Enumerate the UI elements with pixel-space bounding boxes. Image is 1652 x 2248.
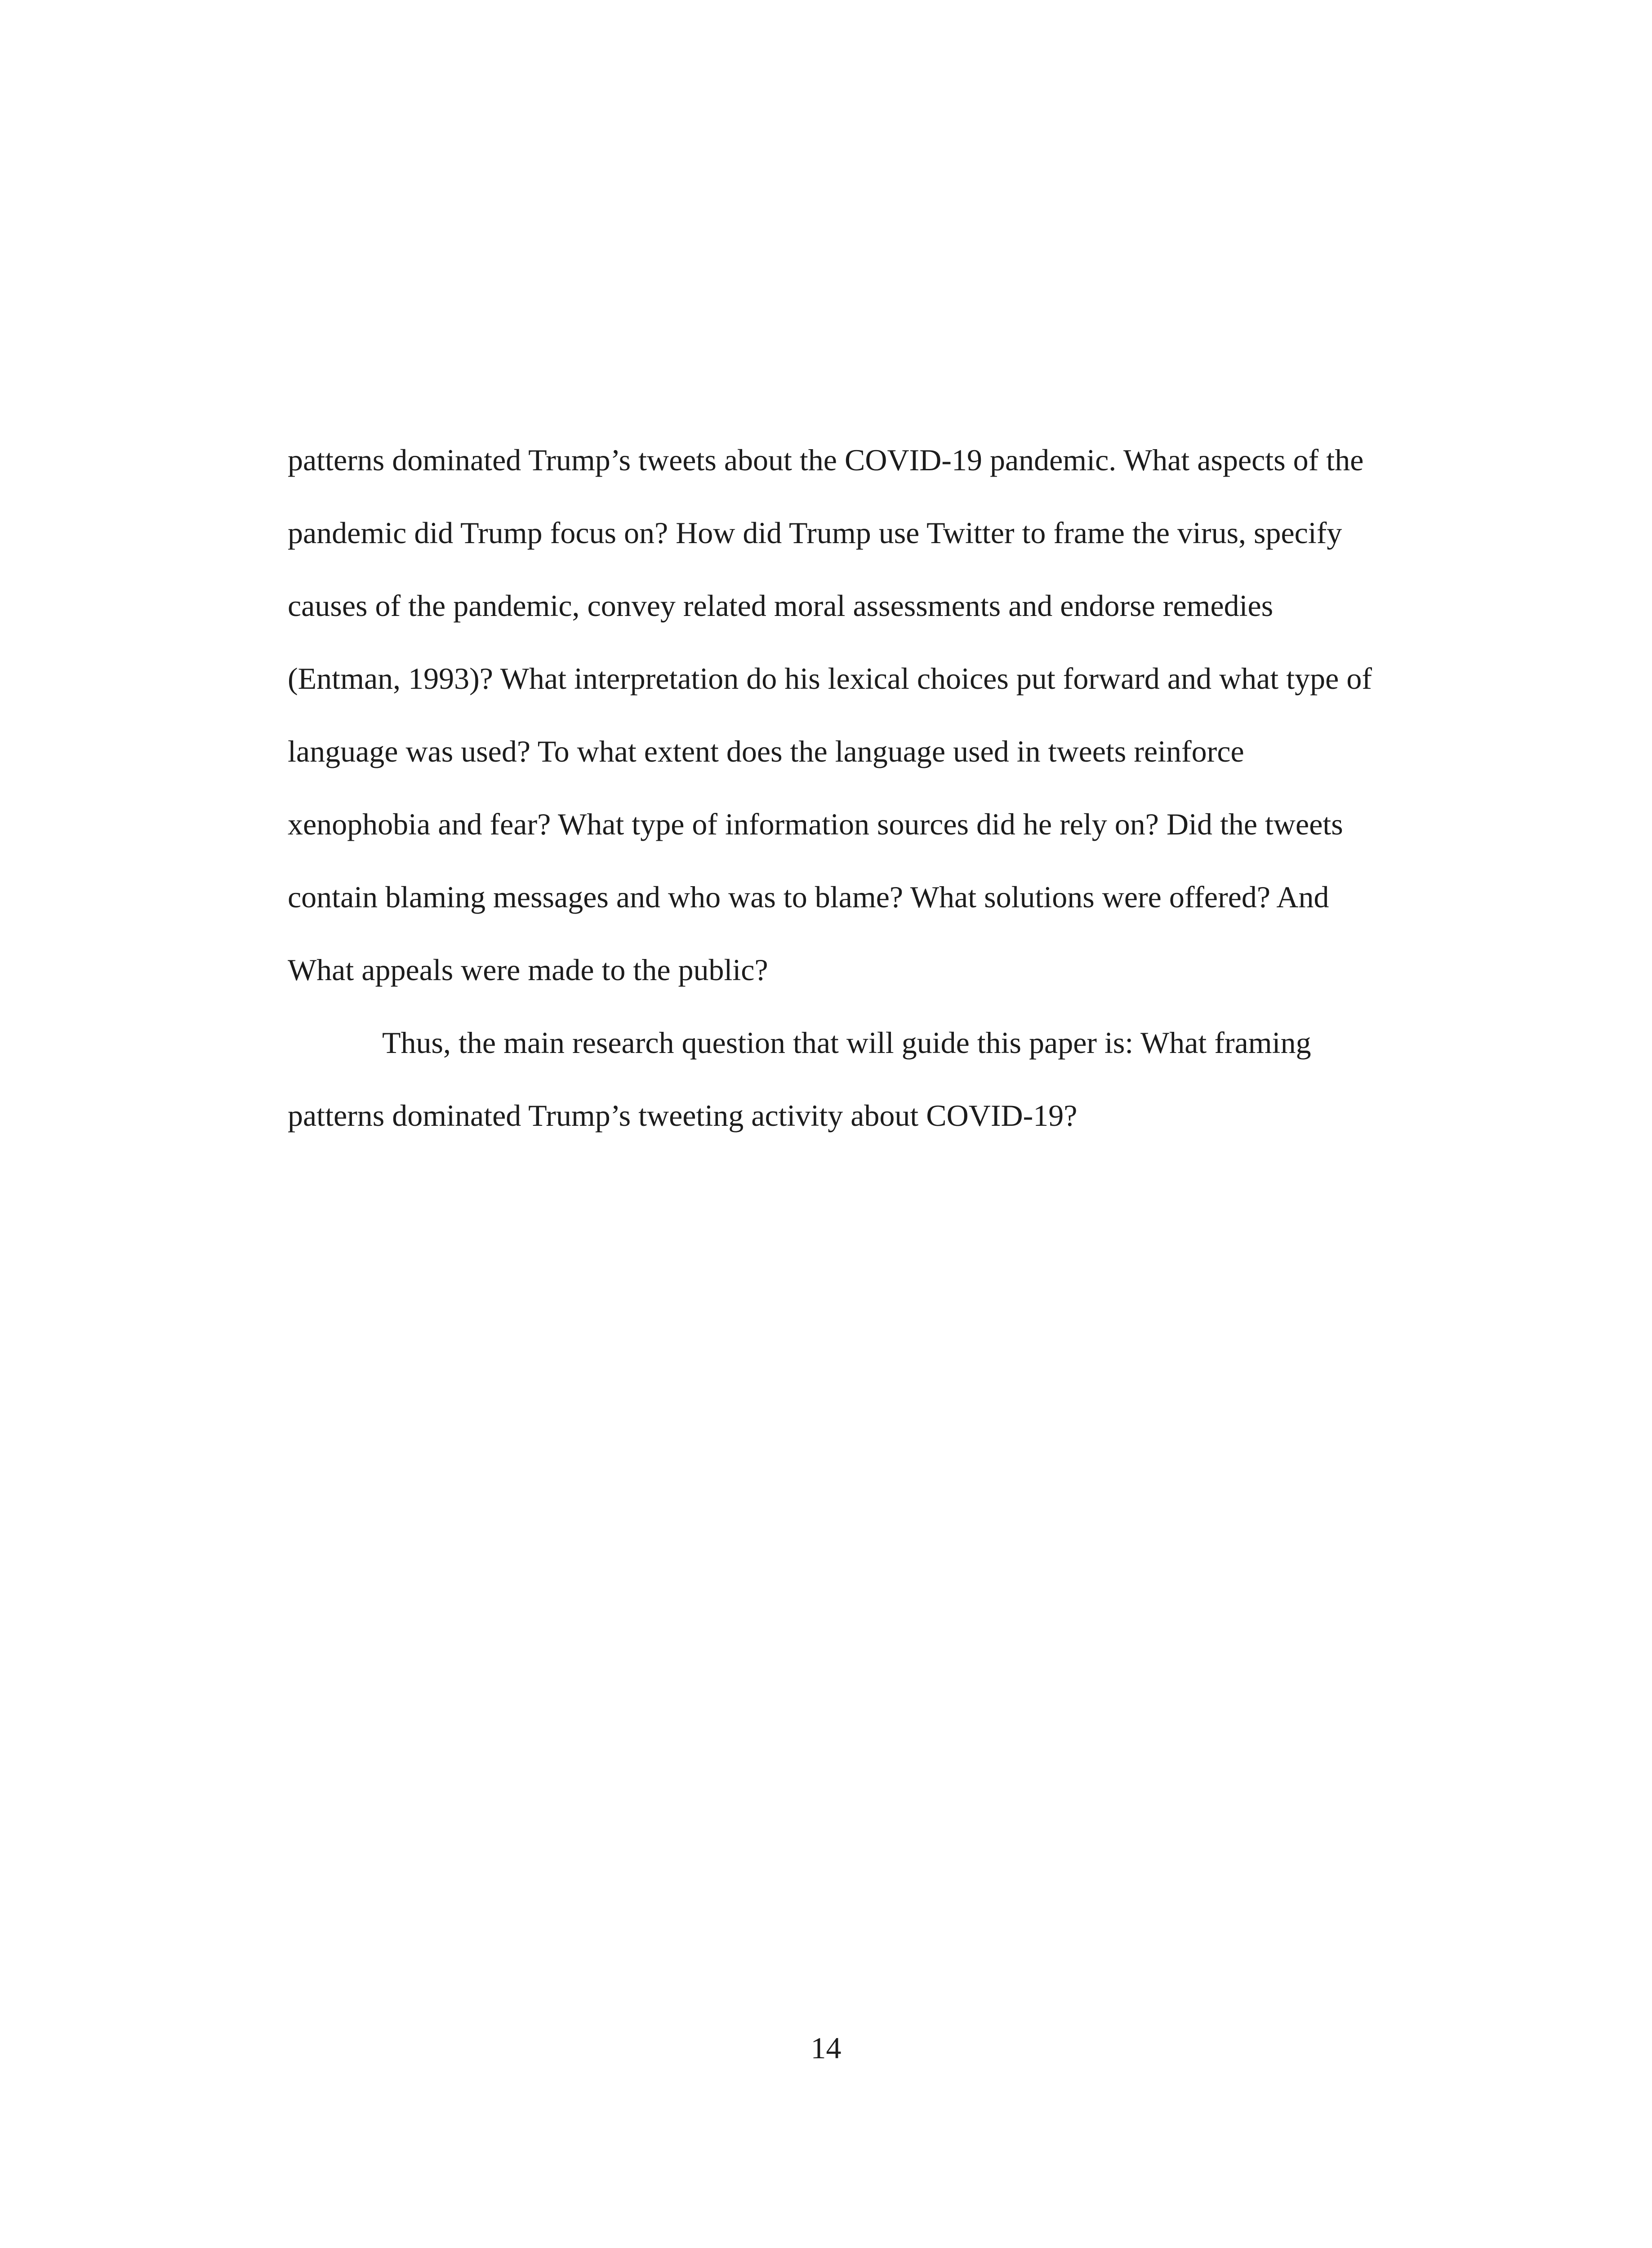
text-line: patterns dominated Trump’s tweeting activity about COVID-19? [288, 1098, 1078, 1133]
text-line: contain blaming messages and who was to blame? What solutions were offered? And [288, 880, 1329, 914]
text-line: What appeals were made to the public? [288, 953, 768, 987]
text-line: xenophobia and fear? What type of information sources did he rely on? Did the tweets [288, 807, 1343, 841]
text-line: causes of the pandemic, convey related moral assessments and endorse remedies [288, 589, 1274, 623]
text-line: language was used? To what extent does the language used in tweets reinforce [288, 734, 1244, 768]
page-number: 14 [810, 2031, 842, 2065]
text-line-indented: Thus, the main research question that will guide this paper is: What framing [382, 1026, 1311, 1060]
text-line: pandemic did Trump focus on? How did Trump use Twitter to frame the virus, specify [288, 516, 1342, 550]
text-line: (Entman, 1993)? What interpretation do his lexical choices put forward and what type of [288, 661, 1372, 696]
text-line: patterns dominated Trump’s tweets about the COVID-19 pandemic. What aspects of the [288, 443, 1364, 477]
